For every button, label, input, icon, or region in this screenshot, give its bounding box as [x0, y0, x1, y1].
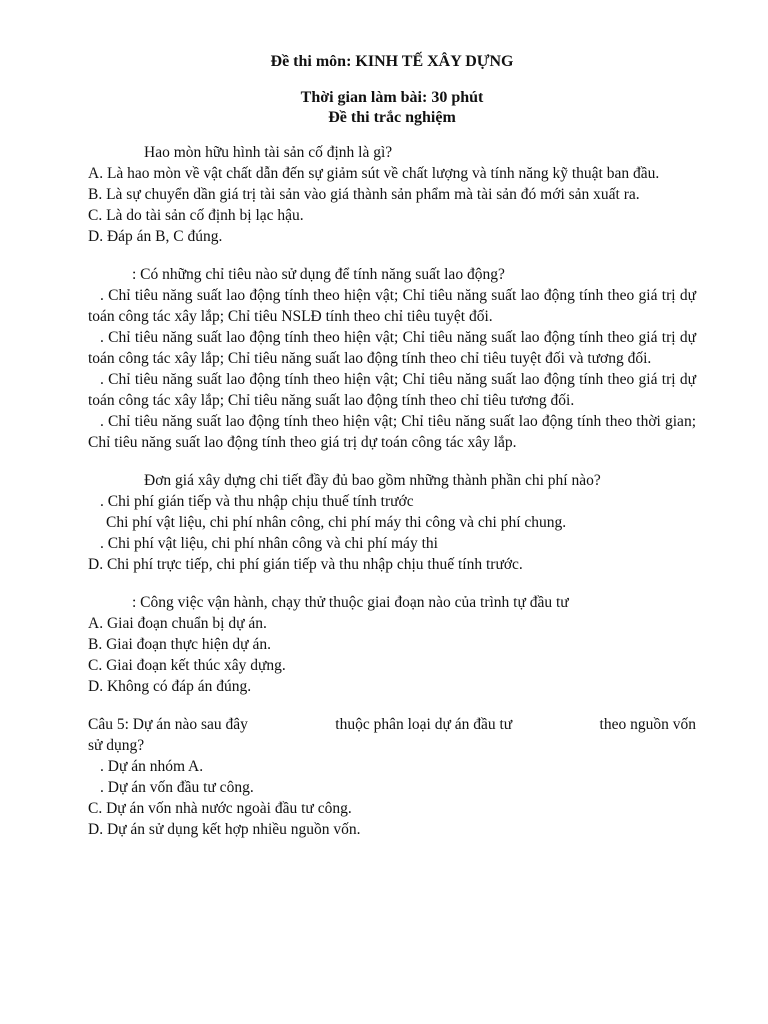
exam-type: Đề thi trắc nghiệm: [328, 109, 456, 126]
answer-option: A. Giai đoạn chuẩn bị dự án.: [88, 615, 267, 632]
answer-option: . Dự án nhóm A.: [100, 758, 204, 775]
question-prompt: [88, 714, 696, 735]
answer-option: B. Là sự chuyển dần giá trị tài sản vào giá thành sản phẩm mà tài sản đó mới sản xuất ra.: [88, 186, 640, 203]
exam-title: Đề thi môn: KINH TẾ XÂY DỰNG: [270, 53, 514, 70]
question-2: [88, 264, 696, 453]
answer-option: A. Là hao mòn về vật chất dẫn đến sự giảm sút về chất lượng và tính năng kỹ thuật ban đầu.: [88, 165, 660, 182]
answer-option: D. Chi phí trực tiếp, chi phí gián tiếp và thu nhập chịu thuế tính trước.: [88, 556, 523, 573]
answer-option: C. Là do tài sản cố định bị lạc hậu.: [88, 207, 304, 224]
answer-option: B. Giai đoạn thực hiện dự án.: [88, 636, 271, 653]
question-prompt-part: Câu 5: Dự án nào sau đây: [88, 716, 248, 733]
question-prompt-part: thuộc phân loại dự án đầu tư: [335, 716, 513, 733]
answer-option: D. Không có đáp án đúng.: [88, 678, 252, 695]
question-1: [88, 142, 696, 247]
answer-option: . Chi phí gián tiếp và thu nhập chịu thuế tính trước: [100, 493, 414, 510]
answer-option: . Chi phí vật liệu, chi phí nhân công và chi phí máy thi: [100, 535, 438, 552]
answer-option: . Chỉ tiêu năng suất lao động tính theo hiện vật; Chỉ tiêu năng suất lao động tính theo giá trị dự toán công tác xây lắp; Chỉ tiêu năng suất lao động tính theo chỉ tiêu tương đối.: [88, 371, 696, 409]
question-prompt: Hao mòn hữu hình tài sản cố định là gì?: [144, 144, 393, 161]
answer-option: D. Đáp án B, C đúng.: [88, 228, 223, 245]
answer-option: C. Dự án vốn nhà nước ngoài đầu tư công.: [88, 800, 352, 817]
exam-time: Thời gian làm bài: 30 phút: [300, 89, 484, 106]
answer-option: . Chỉ tiêu năng suất lao động tính theo hiện vật; Chỉ tiêu năng suất lao động tính theo thời gian; Chỉ tiêu năng suất lao động tính theo giá trị dự toán công tác xây lắp.: [88, 413, 696, 451]
answer-option: . Dự án vốn đầu tư công.: [100, 779, 254, 796]
question-prompt: : Có những chỉ tiêu nào sử dụng để tính năng suất lao động?: [132, 266, 505, 283]
question-5: [88, 714, 696, 840]
answer-option: . Chỉ tiêu năng suất lao động tính theo hiện vật; Chỉ tiêu năng suất lao động tính theo giá trị dự toán công tác xây lắp; Chỉ tiêu năng suất lao động tính theo chỉ tiêu tuyệt đối và tương đối.: [88, 329, 696, 367]
answer-option: D. Dự án sử dụng kết hợp nhiều nguồn vốn.: [88, 821, 361, 838]
question-prompt: Đơn giá xây dựng chi tiết đầy đủ bao gồm những thành phần chi phí nào?: [144, 472, 601, 489]
question-prompt-part: theo nguồn vốn: [599, 716, 696, 733]
exam-document: [88, 52, 696, 840]
question-4: [88, 592, 696, 697]
question-3: [88, 470, 696, 575]
answer-option: . Chỉ tiêu năng suất lao động tính theo hiện vật; Chỉ tiêu năng suất lao động tính theo giá trị dự toán công tác xây lắp; Chỉ tiêu NSLĐ tính theo chỉ tiêu tuyệt đối.: [88, 287, 696, 325]
question-prompt: : Công việc vận hành, chạy thử thuộc giai đoạn nào của trình tự đầu tư: [132, 594, 569, 611]
question-prompt-tail: sử dụng?: [88, 737, 145, 754]
answer-option: Chi phí vật liệu, chi phí nhân công, chi phí máy thi công và chi phí chung.: [106, 514, 567, 531]
answer-option: C. Giai đoạn kết thúc xây dựng.: [88, 657, 286, 674]
